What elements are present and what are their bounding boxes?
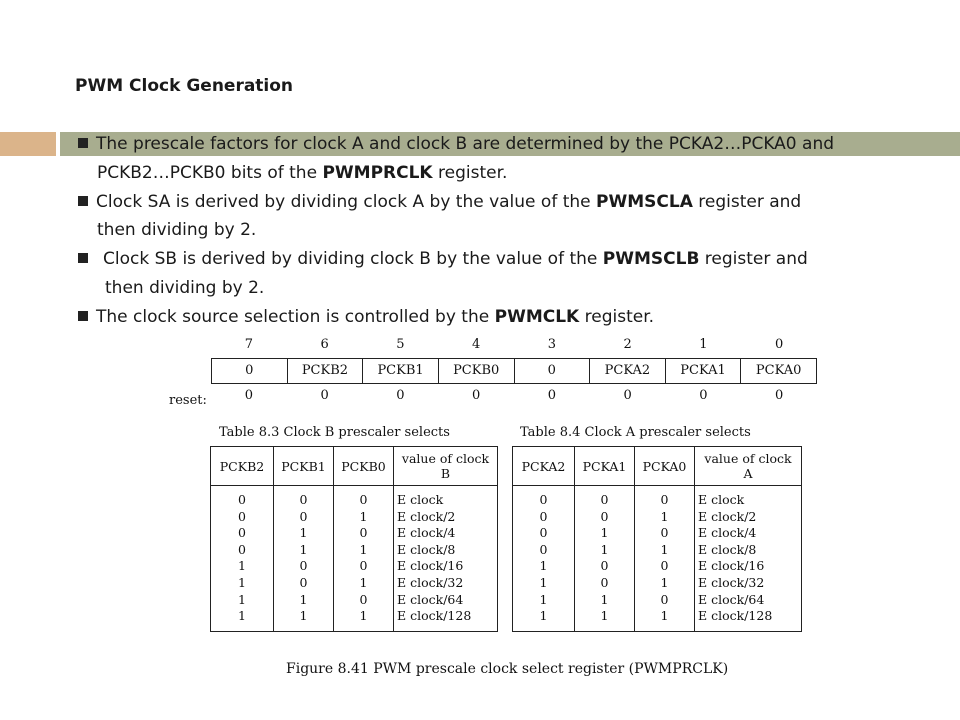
bullet-1-line-2: PCKB2…PCKB0 bits of the PWMPRCLK register. xyxy=(97,162,508,183)
bullet-2-line-2: then dividing by 2. xyxy=(97,220,257,241)
table-cell: 0 xyxy=(334,492,394,509)
table-header: PCKB1 xyxy=(274,447,334,486)
table-cell: 1 xyxy=(635,575,695,592)
table-cell: E clock/4 xyxy=(695,525,802,542)
bit-number: 6 xyxy=(320,337,329,352)
table-cell: 0 xyxy=(635,558,695,575)
table-cell: E clock/128 xyxy=(695,608,802,631)
table-row xyxy=(513,558,802,575)
bullet-list xyxy=(78,130,948,332)
table-cell: 0 xyxy=(211,525,274,542)
table-cell: 1 xyxy=(575,608,635,631)
accent-bar xyxy=(0,132,56,156)
table-cell: 0 xyxy=(274,558,334,575)
table-row xyxy=(211,509,498,526)
table-cell: 1 xyxy=(211,575,274,592)
register-field: PCKA0 xyxy=(755,363,802,378)
clock-b-prescaler-table xyxy=(210,446,498,632)
table-row xyxy=(513,492,802,509)
table-header: PCKB2 xyxy=(211,447,274,486)
table-cell: 1 xyxy=(334,608,394,631)
table-cell: E clock/16 xyxy=(695,558,802,575)
bit-number: 0 xyxy=(774,337,784,352)
register-field: PCKA2 xyxy=(590,359,666,383)
bullet-3-line-1: Clock SB is derived by dividing clock B by the value of the PWMSCLB register and xyxy=(78,245,948,274)
table-cell: 0 xyxy=(211,509,274,526)
table-header: value of clock B xyxy=(394,447,498,486)
reset-values-row xyxy=(211,388,817,403)
table-cell: E clock/32 xyxy=(695,575,802,592)
table-cell: 1 xyxy=(334,542,394,559)
reset-value: 0 xyxy=(774,388,784,403)
table-cell: 0 xyxy=(274,509,334,526)
table-cell: E clock xyxy=(695,492,802,509)
table-cell: E clock/2 xyxy=(695,509,802,526)
bullet-4: The clock source selection is controlled by the PWMCLK register. xyxy=(78,303,948,332)
table-cell: E clock xyxy=(394,492,498,509)
bit-number: 2 xyxy=(623,337,632,352)
square-bullet-icon xyxy=(78,311,88,321)
square-bullet-icon xyxy=(78,138,88,148)
bit-number: 1 xyxy=(699,337,708,352)
table-cell: 0 xyxy=(575,575,635,592)
table-header: PCKA1 xyxy=(575,447,635,486)
table-cell: 1 xyxy=(211,608,274,631)
table-cell: E clock/8 xyxy=(394,542,498,559)
bullet-1-line-1: The prescale factors for clock A and clock B are determined by the PCKA2…PCKA0 and xyxy=(78,130,948,159)
square-bullet-icon xyxy=(78,196,88,206)
table-cell: 1 xyxy=(575,542,635,559)
table-cell: 0 xyxy=(635,492,695,509)
register-field: 0 xyxy=(212,359,288,383)
figure-caption: Figure 8.41 PWM prescale clock select register (PWMPRCLK) xyxy=(286,661,729,677)
table-cell: E clock/64 xyxy=(394,592,498,609)
register-field: PCKA1 xyxy=(666,359,742,383)
table-cell: 0 xyxy=(513,509,575,526)
table-cell: 1 xyxy=(513,592,575,609)
table-header: value of clock A xyxy=(695,447,802,486)
table-cell: 1 xyxy=(575,525,635,542)
reset-value: 0 xyxy=(471,388,481,403)
table-row xyxy=(211,575,498,592)
table-header: PCKA0 xyxy=(635,447,695,486)
table-cell: 1 xyxy=(334,575,394,592)
table-cell: 1 xyxy=(211,592,274,609)
reset-value: 0 xyxy=(623,388,632,403)
table-row xyxy=(513,542,802,559)
table-cell: 0 xyxy=(635,525,695,542)
table-row xyxy=(513,575,802,592)
register-fields xyxy=(211,358,817,384)
table-cell: E clock/128 xyxy=(394,608,498,631)
table-cell: 0 xyxy=(513,525,575,542)
table-cell: 1 xyxy=(513,608,575,631)
table-row xyxy=(211,492,498,509)
table-cell: 0 xyxy=(575,492,635,509)
reset-value: 0 xyxy=(244,388,254,403)
register-field: PCKB0 xyxy=(439,359,515,383)
bullet-3-line-2: then dividing by 2. xyxy=(105,277,265,298)
table-cell: 1 xyxy=(274,608,334,631)
table-cell: 0 xyxy=(513,492,575,509)
table-cell: 1 xyxy=(274,592,334,609)
bit-number: 4 xyxy=(471,337,481,352)
table-cell: 1 xyxy=(513,575,575,592)
table-header: PCKB0 xyxy=(334,447,394,486)
table-cell: 0 xyxy=(274,575,334,592)
register-field: PCKB1 xyxy=(363,359,439,383)
table-row xyxy=(211,608,498,631)
table-header: PCKA2 xyxy=(513,447,575,486)
table-cell: 1 xyxy=(635,542,695,559)
table-cell: E clock/64 xyxy=(695,592,802,609)
table-cell: E clock/32 xyxy=(394,575,498,592)
table-cell: 0 xyxy=(334,592,394,609)
table-cell: 1 xyxy=(513,558,575,575)
reset-value: 0 xyxy=(320,388,329,403)
table-cell: E clock/8 xyxy=(695,542,802,559)
table-header-row xyxy=(211,447,498,486)
table-cell: 1 xyxy=(274,525,334,542)
table-cell: 0 xyxy=(334,558,394,575)
table-cell: 1 xyxy=(635,509,695,526)
table-cell: 1 xyxy=(575,592,635,609)
reset-label: reset: xyxy=(169,393,207,408)
table-row xyxy=(513,525,802,542)
table-cell: 0 xyxy=(211,492,274,509)
table-row xyxy=(211,558,498,575)
table-row xyxy=(513,608,802,631)
table-cell: 1 xyxy=(211,558,274,575)
register-field: 0 xyxy=(515,359,591,383)
square-bullet-icon xyxy=(78,253,88,263)
table-cell: 1 xyxy=(635,608,695,631)
table-cell: 1 xyxy=(274,542,334,559)
table-row xyxy=(211,525,498,542)
register-field: PCKB2 xyxy=(288,359,364,383)
bit-number-row xyxy=(211,337,817,352)
clock-a-prescaler-table xyxy=(512,446,802,632)
table-cell: E clock/4 xyxy=(394,525,498,542)
table-cell: 0 xyxy=(334,525,394,542)
table-row xyxy=(211,592,498,609)
table-cell: E clock/2 xyxy=(394,509,498,526)
table-b-caption: Table 8.3 Clock B prescaler selects xyxy=(219,425,450,440)
bit-number: 5 xyxy=(396,337,405,352)
table-body xyxy=(211,486,498,632)
reset-value: 0 xyxy=(699,388,708,403)
bit-number: 3 xyxy=(547,337,557,352)
bullet-2-line-1: Clock SA is derived by dividing clock A by the value of the PWMSCLA register and xyxy=(78,188,948,217)
table-row xyxy=(513,509,802,526)
table-body xyxy=(513,486,802,632)
table-row xyxy=(211,542,498,559)
bit-number: 7 xyxy=(244,337,254,352)
table-cell: 0 xyxy=(513,542,575,559)
table-cell: 0 xyxy=(575,558,635,575)
table-cell: 0 xyxy=(274,492,334,509)
table-cell: E clock/16 xyxy=(394,558,498,575)
table-header-row xyxy=(513,447,802,486)
slide-title: PWM Clock Generation xyxy=(75,76,294,96)
reset-value: 0 xyxy=(396,388,405,403)
table-row xyxy=(513,592,802,609)
table-cell: 0 xyxy=(635,592,695,609)
table-cell: 0 xyxy=(575,509,635,526)
table-a-caption: Table 8.4 Clock A prescaler selects xyxy=(520,425,751,440)
table-cell: 0 xyxy=(211,542,274,559)
reset-value: 0 xyxy=(547,388,557,403)
table-cell: 1 xyxy=(334,509,394,526)
